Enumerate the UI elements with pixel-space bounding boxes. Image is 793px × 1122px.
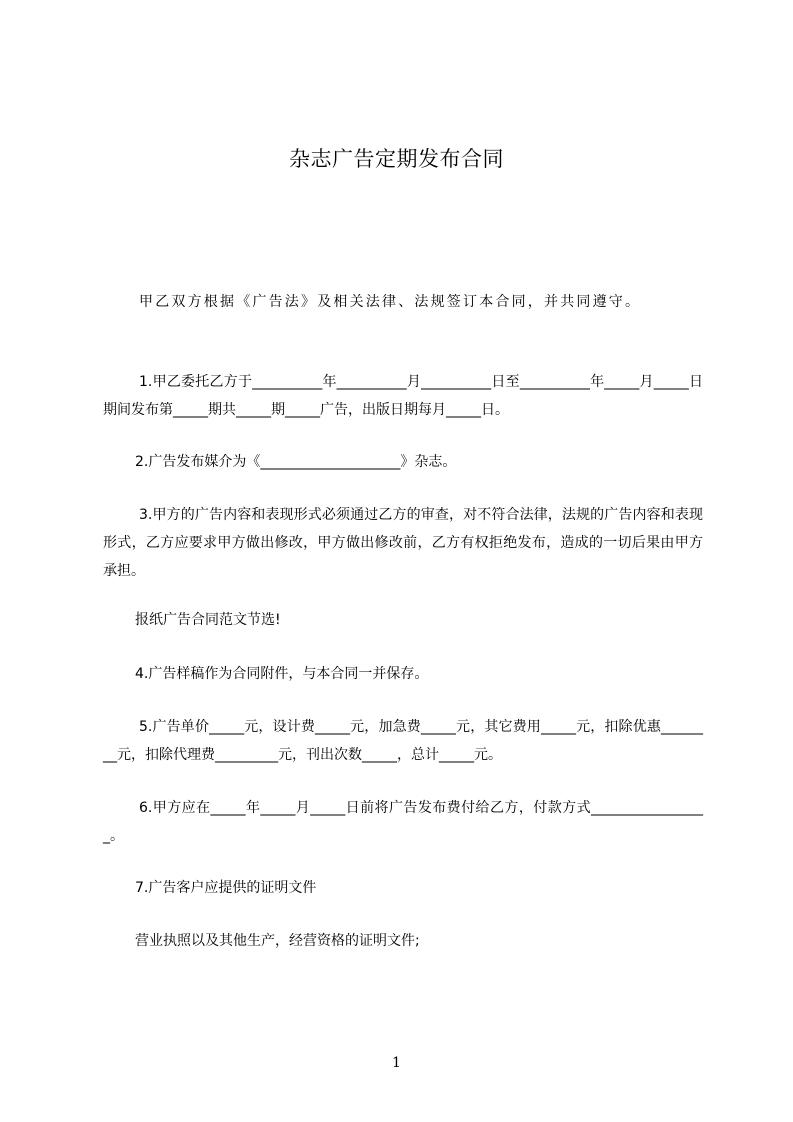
intro-paragraph: 甲乙双方根据《广告法》及相关法律、法规签订本合同，并共同遵守。 [139,294,642,310]
clause-6: 6.甲方应在_____年_____月_____日前将广告发布费付给乙方，付款方式_________________。 [103,800,703,844]
clause-2: 2.广告发布媒介为《____________________》杂志。 [135,454,457,470]
clause-5: 5.广告单价_____元，设计费_____元，加急费_____元，其它费用_____元，扣除优惠________元，扣除代理费_________元，刊出次数_____，总计_____元。 [103,719,703,763]
clause-1: 1.甲乙委托乙方于__________年__________月__________日至__________年_____月_____日期间发布第_____期共_____期_____广告，出版日期每月_____日。 [103,374,703,418]
document-title: 杂志广告定期发布合同 [289,147,504,171]
clause-4: 4.广告样稿作为合同附件，与本合同一并保存。 [135,666,429,682]
clause-3: 3.甲方的广告内容和表现形式必须通过乙方的审查，对不符合法律，法规的广告内容和表现形式，乙方应要求甲方做出修改，甲方做出修改前，乙方有权拒绝发布，造成的一切后果由甲方承担。 [103,507,703,579]
clause-7: 7.广告客户应提供的证明文件 [135,880,317,896]
page-number: 1 [392,1055,401,1071]
excerpt-note: 报纸广告合同范文节选! [135,612,281,628]
clause-7-detail: 营业执照以及其他生产，经营资格的证明文件; [135,933,420,949]
